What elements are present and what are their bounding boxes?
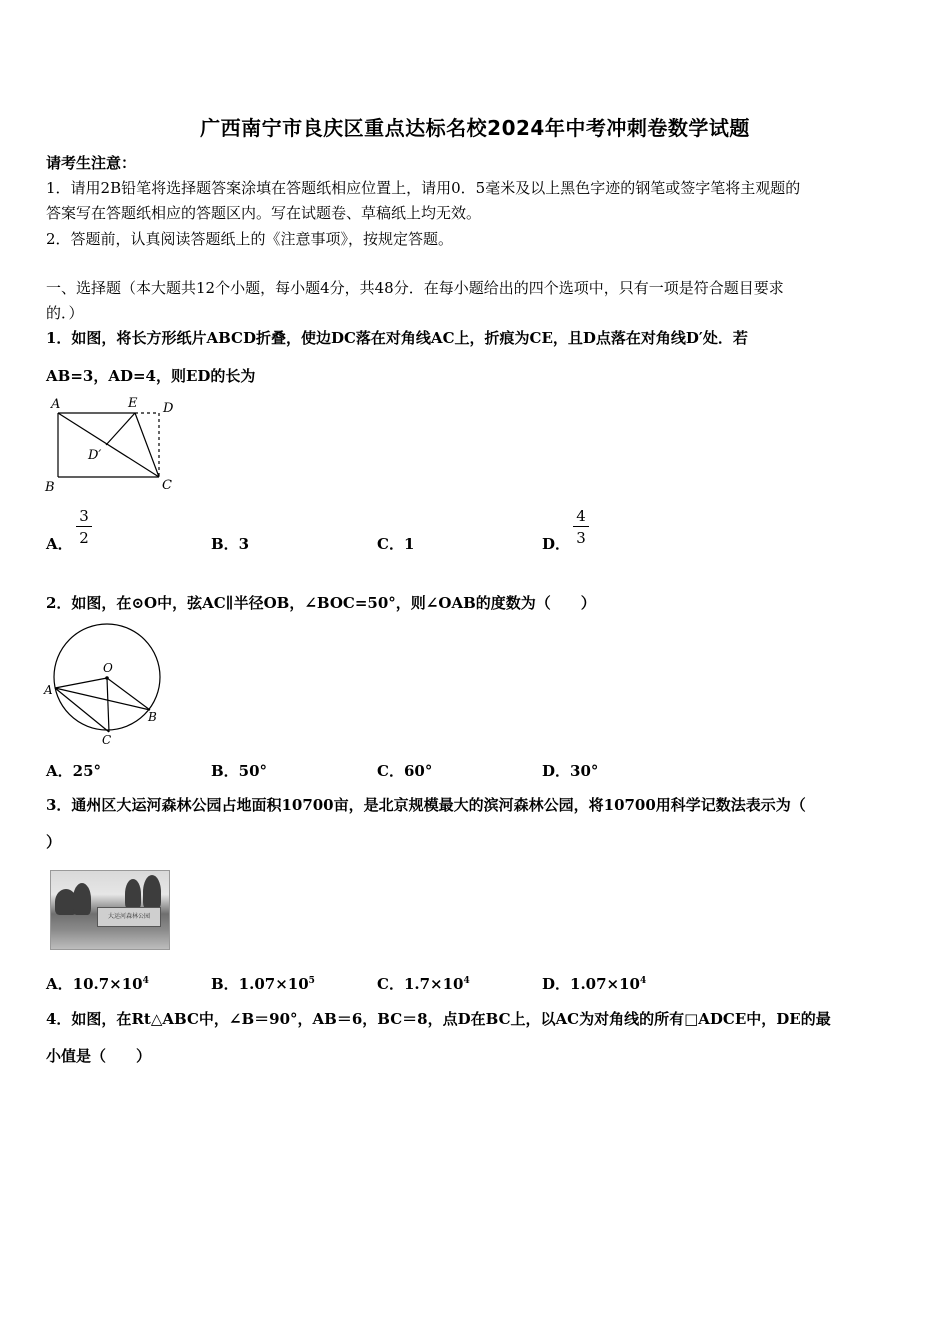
notice-line-2: 答案写在答题纸相应的答题区内。写在试题卷、草稿纸上均无效。 (46, 204, 482, 222)
q3-stem-line-1: 3．通州区大运河森林公园占地面积10700亩，是北京规模最大的滨河森林公园，将10700用科学记数法表示为（ (46, 796, 806, 814)
q1-option-d-label[interactable]: D． (542, 535, 571, 553)
page-title: 广西南宁市良庆区重点达标名校2024年中考冲刺卷数学试题 (200, 116, 750, 140)
q1-option-d-denominator: 3 (576, 529, 586, 547)
q1-stem-line-2: AB=3，AD=4，则ED的长为 (46, 367, 256, 385)
label-d-prime: D′ (88, 448, 102, 463)
q3-option-a[interactable] (46, 973, 149, 994)
q3-option-d-base: D．1.07×10 (542, 975, 640, 993)
notice-line-1: 1．请用2B铅笔将选择题答案涂填在答题纸相应位置上，请用0．5毫米及以上黑色字迹的钢笔或签字笔将主观题的 (46, 179, 801, 197)
q3-option-d-exponent: 4 (639, 976, 647, 986)
q3-option-a-exponent: 4 (142, 976, 149, 986)
q1-option-d-fraction (573, 506, 589, 549)
label-a: A (44, 683, 53, 697)
label-a: A (51, 397, 61, 412)
q2-option-b[interactable]: B．50° (211, 762, 268, 780)
label-e: E (128, 396, 138, 411)
center-point (105, 676, 109, 680)
q1-stem-line-1: 1．如图，将长方形纸片ABCD折叠，使边DC落在对角线AC上，折痕为CE，且D点落在对角线D′处．若 (46, 329, 748, 347)
label-o: O (103, 661, 113, 675)
park-photo (50, 870, 170, 950)
label-c: C (102, 733, 112, 747)
q3-option-b[interactable] (211, 973, 315, 994)
notice-heading: 请考生注意： (46, 154, 137, 172)
section-heading-line-2: 的．） (46, 304, 84, 322)
q1-option-b[interactable]: B．3 (211, 535, 250, 553)
q1-option-a-fraction (76, 506, 92, 549)
radius-oc (107, 678, 109, 732)
radius-oa (55, 678, 107, 688)
label-b: B (45, 480, 55, 495)
q3-option-c-exponent: 4 (463, 976, 470, 986)
q1-option-d-numerator: 4 (573, 506, 589, 527)
park-sign-text: 大运河森林公园 (107, 913, 150, 920)
label-b: B (148, 710, 157, 724)
q2-option-d[interactable]: D．30° (542, 762, 599, 780)
q3-option-b-exponent: 5 (308, 976, 315, 986)
q1-option-c[interactable]: C．1 (377, 535, 415, 553)
label-c: C (162, 478, 172, 493)
q2-option-a[interactable]: A．25° (46, 762, 102, 780)
q1-option-a-denominator: 2 (79, 529, 89, 547)
q2-option-c[interactable]: C．60° (377, 762, 433, 780)
segment-ed-prime (106, 413, 135, 445)
q1-rectangle-figure (40, 392, 190, 497)
label-d: D (163, 401, 174, 416)
q4-stem-line-1: 4．如图，在Rt△ABC中，∠B＝90°，AB＝6，BC＝8，点D在BC上，以AC为对角线的所有□ADCE中，DE的最 (46, 1010, 831, 1028)
q1-option-a-label[interactable]: A． (46, 535, 73, 553)
q3-option-a-base: A．10.7×10 (46, 975, 143, 993)
q4-stem-line-2: 小值是（ ） (46, 1047, 152, 1065)
q3-option-b-base: B．1.07×10 (211, 975, 309, 993)
section-heading-line-1: 一、选择题（本大题共12个小题，每小题4分，共48分．在每小题给出的四个选项中，只有一项是符合题目要求 (46, 279, 784, 297)
diagonal-ac (58, 413, 159, 477)
q1-option-a-numerator: 3 (76, 506, 92, 527)
q3-option-d[interactable] (542, 973, 646, 994)
q3-option-c-base: C．1.7×10 (377, 975, 464, 993)
q2-stem: 2．如图，在⊙O中，弦AC∥半径OB，∠BOC=50°，则∠OAB的度数为（ ） (46, 594, 596, 612)
q3-stem-line-2: ） (46, 833, 62, 851)
fold-ce (135, 413, 159, 477)
q3-option-c[interactable] (377, 973, 470, 994)
notice-line-3: 2．答题前，认真阅读答题纸上的《注意事项》，按规定答题。 (46, 230, 454, 248)
q2-circle-figure (40, 620, 170, 750)
park-sign (97, 907, 161, 927)
